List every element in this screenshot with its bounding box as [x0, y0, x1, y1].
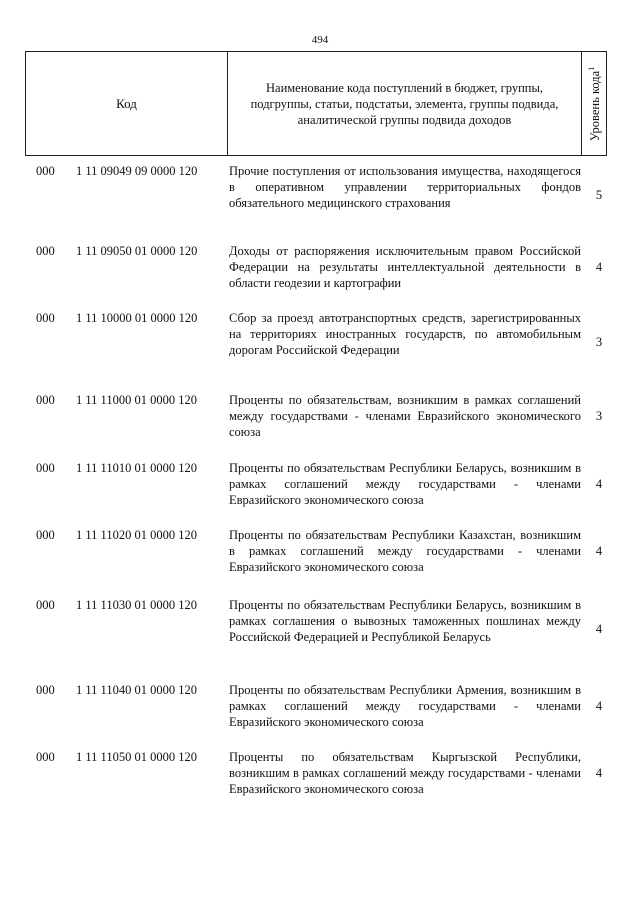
row-name: Проценты по обязательствам Республики Казахстан, возникшим в рамках соглашений между государствами - членами Евразийского экономического союза	[229, 528, 581, 574]
row-admin-code: 000	[36, 598, 55, 612]
row-code: 1 11 11000 01 0000 120	[76, 393, 197, 407]
row-level: 5	[595, 188, 603, 202]
row-level: 4	[595, 260, 603, 274]
row-level: 3	[595, 335, 603, 349]
row-code: 1 11 11020 01 0000 120	[76, 528, 197, 542]
row-level: 4	[595, 622, 603, 636]
row-admin-code: 000	[36, 461, 55, 475]
row-level: 4	[595, 699, 603, 713]
row-name: Сбор за проезд автотранспортных средств, зарегистрированных на территориях иностранных государств, по автомобильным дорогам Российской Федерации	[229, 311, 581, 357]
row-level: 4	[595, 477, 603, 491]
row-code: 1 11 09049 09 0000 120	[76, 164, 198, 178]
row-admin-code: 000	[36, 393, 55, 407]
page-number: 494	[311, 34, 329, 46]
row-admin-code: 000	[36, 683, 55, 697]
row-admin-code: 000	[36, 750, 55, 764]
header-level-footnote: 1	[586, 66, 596, 71]
row-code: 1 11 09050 01 0000 120	[76, 244, 198, 258]
header-code-label: Код	[116, 95, 137, 111]
row-code: 1 11 11030 01 0000 120	[76, 598, 197, 612]
row-name: Проценты по обязательствам Республики Беларусь, возникшим в рамках соглашения о вывозных таможенных пошлинах между Российской Федерацией и Республикой Беларусь	[229, 598, 581, 644]
row-level: 3	[595, 409, 603, 423]
header-name-label: Наименование кода поступлений в бюджет, группы, подгруппы, статьи, подстатьи, элемента, группы подвида, аналитической группы подвида доходов	[250, 80, 559, 127]
row-code: 1 11 11050 01 0000 120	[76, 750, 197, 764]
row-name: Проценты по обязательствам Республики Беларусь, возникшим в рамках соглашений между государствами - членами Евразийского экономического союза	[229, 461, 581, 507]
row-name: Проценты по обязательствам Республики Армения, возникшим в рамках соглашений между государствами - членами Евразийского экономического союза	[229, 683, 581, 729]
row-admin-code: 000	[36, 244, 55, 258]
row-code: 1 11 11040 01 0000 120	[76, 683, 197, 697]
row-code: 1 11 10000 01 0000 120	[76, 311, 198, 325]
header-level-label: Уровень кода	[587, 70, 602, 141]
row-level: 4	[595, 544, 603, 558]
row-admin-code: 000	[36, 164, 55, 178]
row-level: 4	[595, 766, 603, 780]
row-code: 1 11 11010 01 0000 120	[76, 461, 197, 475]
row-admin-code: 000	[36, 528, 55, 542]
row-name: Проценты по обязательствам Кыргызской Республики, возникшим в рамках соглашений между государствами - членами Евразийского экономического союза	[229, 750, 581, 796]
row-admin-code: 000	[36, 311, 55, 325]
row-name: Проценты по обязательствам, возникшим в рамках соглашений между государствами - членами Евразийского экономического союза	[229, 393, 581, 439]
row-name: Доходы от распоряжения исключительным правом Российской Федерации на результаты интеллектуальной деятельности в области геодезии и картографии	[229, 244, 581, 290]
row-name: Прочие поступления от использования имущества, находящегося в оперативном управлении территориальных фондов обязательного медицинского страхования	[229, 164, 581, 210]
